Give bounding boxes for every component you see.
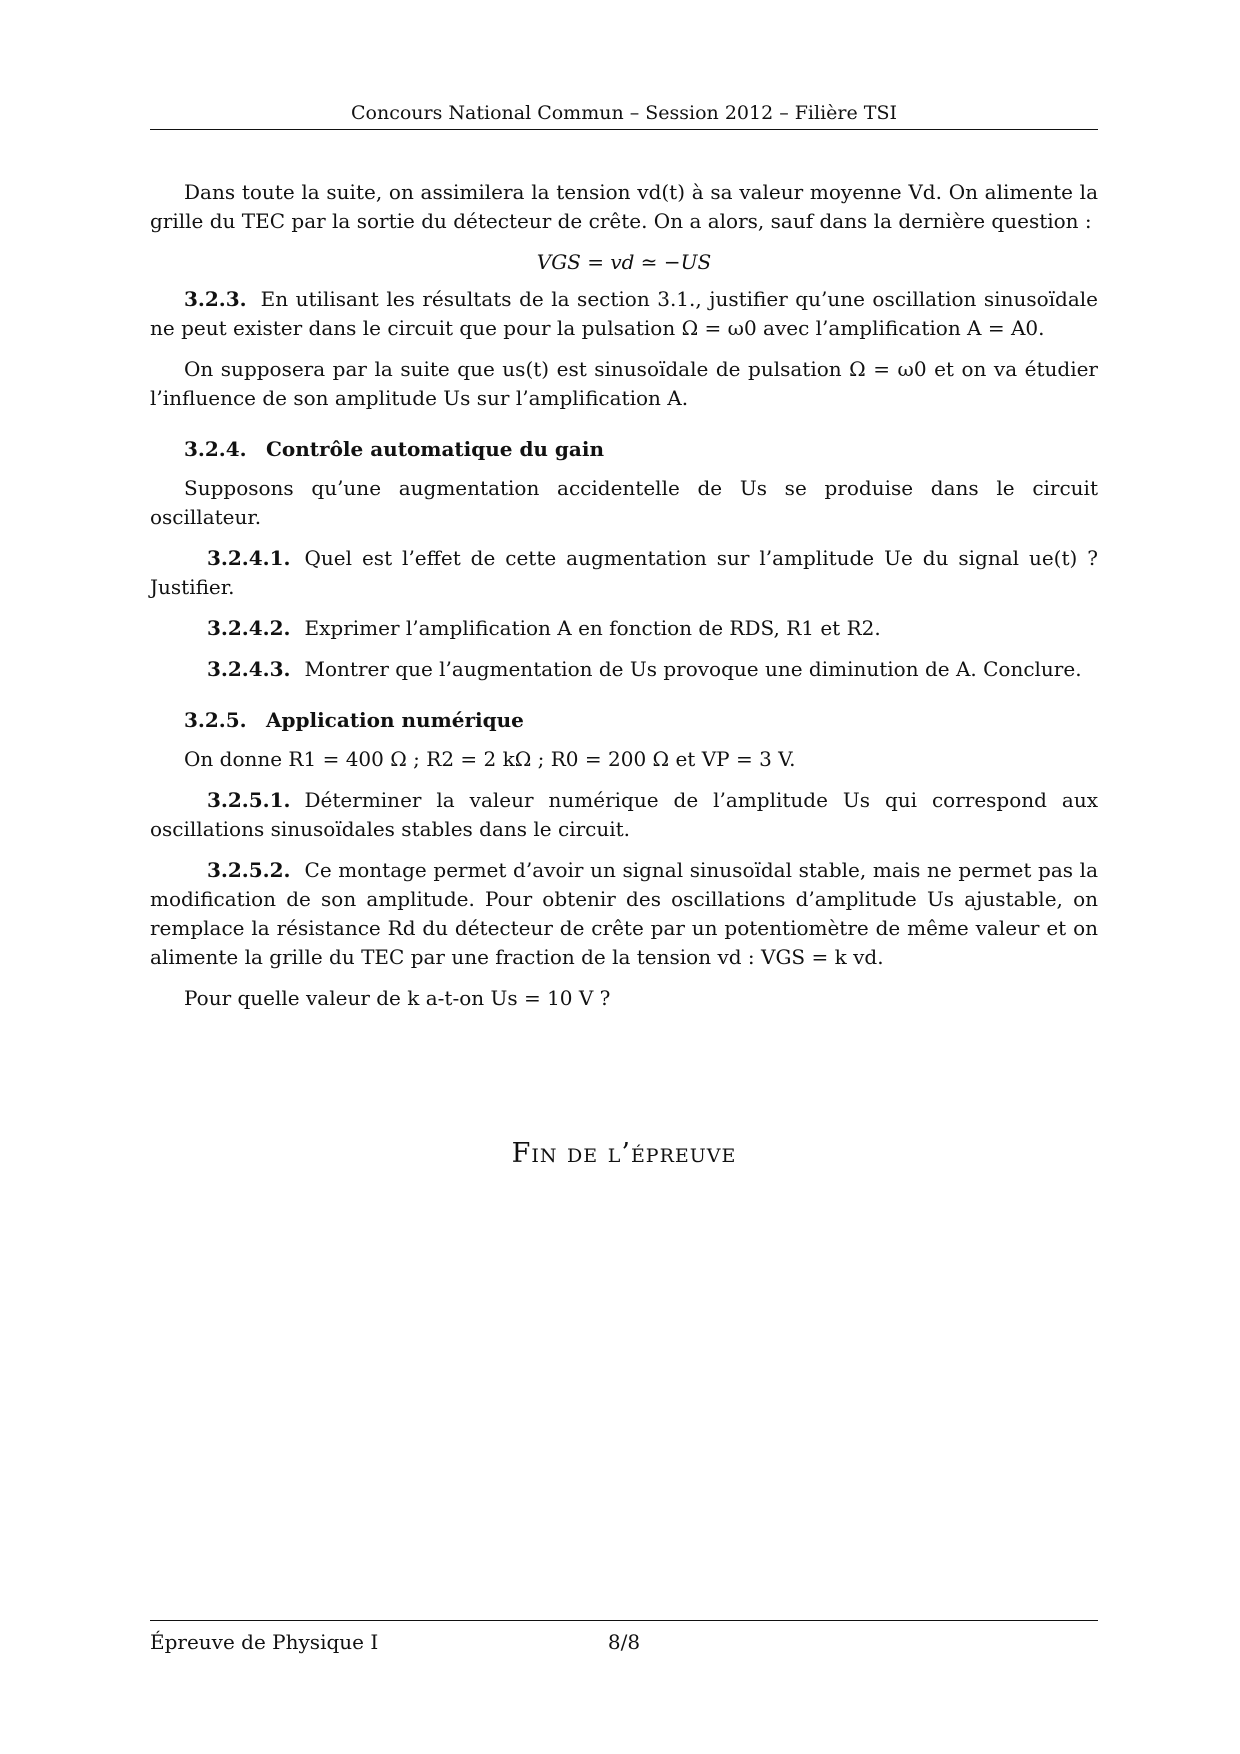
- footer-page-number: 8/8: [607, 1630, 641, 1654]
- question-text: En utilisant les résultats de la section 3.1., justifier qu’une oscillation sinusoïdale ne peut exister dans le circuit que pour la pulsation Ω = ω0 avec l’amplification A = A0.: [150, 287, 1098, 340]
- question-label: 3.2.4.2.: [207, 616, 291, 640]
- equation-vgs: VGS = vd ≃ −US: [536, 250, 712, 274]
- header-rule: [150, 129, 1098, 130]
- question-label: 3.2.5.1.: [207, 788, 291, 812]
- question-3-2-4-1: [150, 544, 1098, 602]
- question-3-2-5-1: [150, 786, 1098, 844]
- question-label: 3.2.3.: [184, 287, 247, 311]
- question-label: 3.2.4.3.: [207, 657, 291, 681]
- question-3-2-4-3: [150, 655, 1098, 684]
- section-heading-3-2-4: [184, 435, 1098, 464]
- section-title: Contrôle automatique du gain: [266, 437, 605, 461]
- end-of-exam-title: Fin de l’épreuve: [511, 1138, 737, 1169]
- footer-rule: [150, 1620, 1098, 1621]
- page-header: Concours National Commun – Session 2012 – Filière TSI: [351, 102, 897, 124]
- question-text: Ce montage permet d’avoir un signal sinusoïdal stable, mais ne permet pas la modification de son amplitude. Pour obtenir des oscillations d’amplitude Us ajustable, on remplace la résistance Rd du détecteur de crête par un potentiomètre de même valeur et on alimente la grille du TEC par une fraction de la tension vd : VGS = k vd.: [150, 858, 1098, 969]
- donne-paragraph: On donne R1 = 400 Ω ; R2 = 2 kΩ ; R0 = 200 Ω et VP = 3 V.: [184, 747, 796, 771]
- question-text: Exprimer l’amplification A en fonction de RDS, R1 et R2.: [304, 616, 881, 640]
- question-3-2-5-2: [150, 856, 1098, 972]
- question-3-2-3: [150, 285, 1098, 343]
- section-heading-3-2-5: [184, 706, 1098, 735]
- question-3-2-5-2-final: Pour quelle valeur de k a-t-on Us = 10 V ?: [184, 986, 611, 1010]
- question-label: 3.2.5.2.: [207, 858, 291, 882]
- section-number: 3.2.4.: [184, 437, 247, 461]
- intro-paragraph: Dans toute la suite, on assimilera la tension vd(t) à sa valeur moyenne Vd. On alimente la grille du TEC par la sortie du détecteur de crête. On a alors, sauf dans la dernière question :: [150, 180, 1098, 233]
- question-text: Montrer que l’augmentation de Us provoque une diminution de A. Conclure.: [304, 657, 1082, 681]
- question-label: 3.2.4.1.: [207, 546, 291, 570]
- suppose-paragraph: On supposera par la suite que us(t) est sinusoïdale de pulsation Ω = ω0 et on va étudier l’influence de son amplitude Us sur l’amplification A.: [150, 357, 1098, 410]
- question-text: Déterminer la valeur numérique de l’amplitude Us qui correspond aux oscillations sinusoïdales stables dans le circuit.: [150, 788, 1098, 841]
- question-text: Quel est l’effet de cette augmentation sur l’amplitude Ue du signal ue(t) ? Justifier.: [150, 546, 1098, 599]
- section-title: Application numérique: [266, 708, 524, 732]
- footer-exam-name: Épreuve de Physique I: [150, 1630, 379, 1654]
- section-number: 3.2.5.: [184, 708, 247, 732]
- document-body: [150, 178, 1098, 1025]
- supposons-paragraph: Supposons qu’une augmentation accidentelle de Us se produise dans le circuit oscillateur.: [150, 476, 1098, 529]
- question-3-2-4-2: [150, 614, 1098, 643]
